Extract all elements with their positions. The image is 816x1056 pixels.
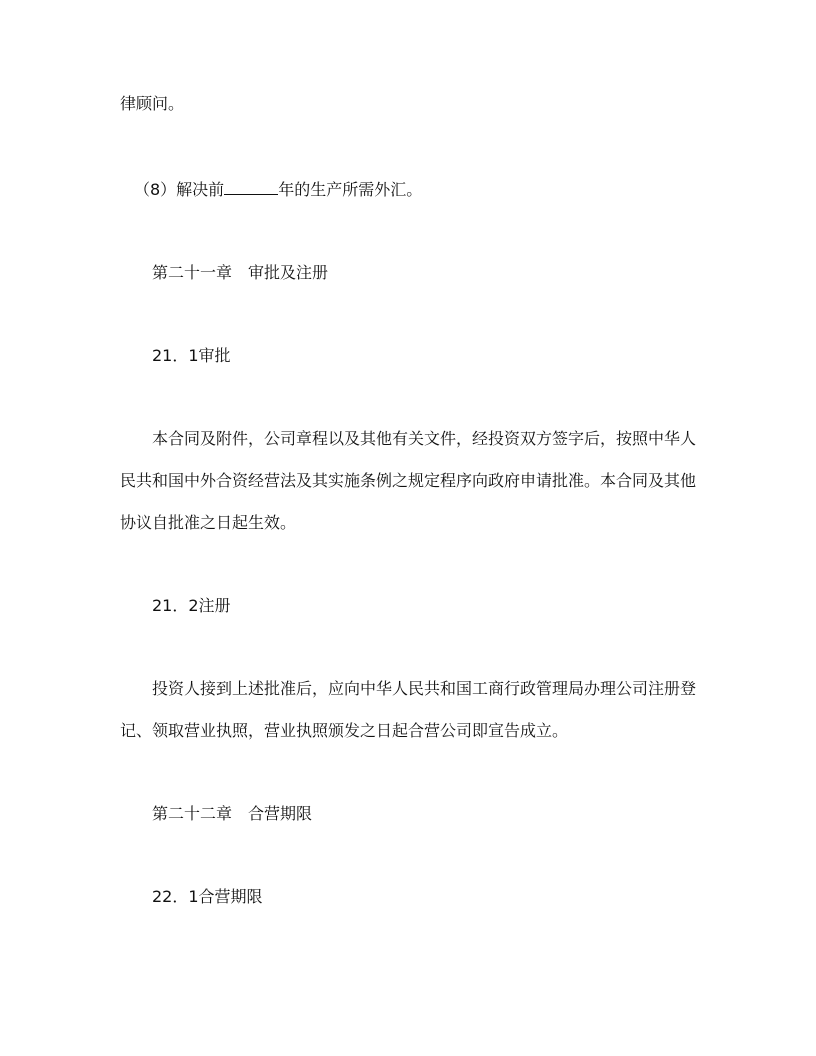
paragraph-approval-line-3 bbox=[120, 513, 710, 533]
section-title: 21．2注册 bbox=[152, 596, 231, 615]
text-line: 协议自批准之日起生效。 bbox=[120, 513, 297, 532]
chapter-heading-21 bbox=[152, 263, 742, 283]
fill-in-blank bbox=[224, 180, 278, 195]
paragraph-approval-line-1 bbox=[152, 429, 742, 449]
paragraph-approval-line-2 bbox=[120, 471, 710, 491]
text-line: 律顾问。 bbox=[120, 94, 185, 113]
section-heading-22-1 bbox=[152, 887, 742, 907]
text-line: 本合同及附件，公司章程以及其他有关文件，经投资双方签字后，按照中华人 bbox=[152, 429, 697, 448]
text-line: 年的生产所需外汇。 bbox=[278, 180, 423, 199]
text-line: 记、领取营业执照，营业执照颁发之日起合营公司即宣告成立。 bbox=[120, 721, 569, 740]
chapter-number: 第二十一章 bbox=[152, 263, 233, 282]
text-line: （8）解决前 bbox=[134, 180, 225, 199]
section-title: 21．1审批 bbox=[152, 346, 231, 365]
paragraph-continuation bbox=[120, 94, 710, 114]
paragraph-registration-line-2 bbox=[120, 721, 710, 741]
paragraph-registration-line-1 bbox=[152, 679, 742, 699]
section-heading-21-2 bbox=[152, 596, 742, 616]
text-line: 民共和国中外合资经营法及其实施条例之规定程序向政府申请批准。本合同及其他 bbox=[120, 471, 697, 490]
section-title: 22．1合营期限 bbox=[152, 887, 263, 906]
chapter-title: 合营期限 bbox=[248, 804, 313, 823]
text-line: 投资人接到上述批准后，应向中华人民共和国工商行政管理局办理公司注册登 bbox=[152, 679, 697, 698]
list-item-8 bbox=[134, 180, 724, 200]
chapter-number: 第二十二章 bbox=[152, 804, 233, 823]
chapter-title: 审批及注册 bbox=[248, 263, 329, 282]
chapter-heading-22 bbox=[152, 804, 742, 824]
section-heading-21-1 bbox=[152, 346, 742, 366]
